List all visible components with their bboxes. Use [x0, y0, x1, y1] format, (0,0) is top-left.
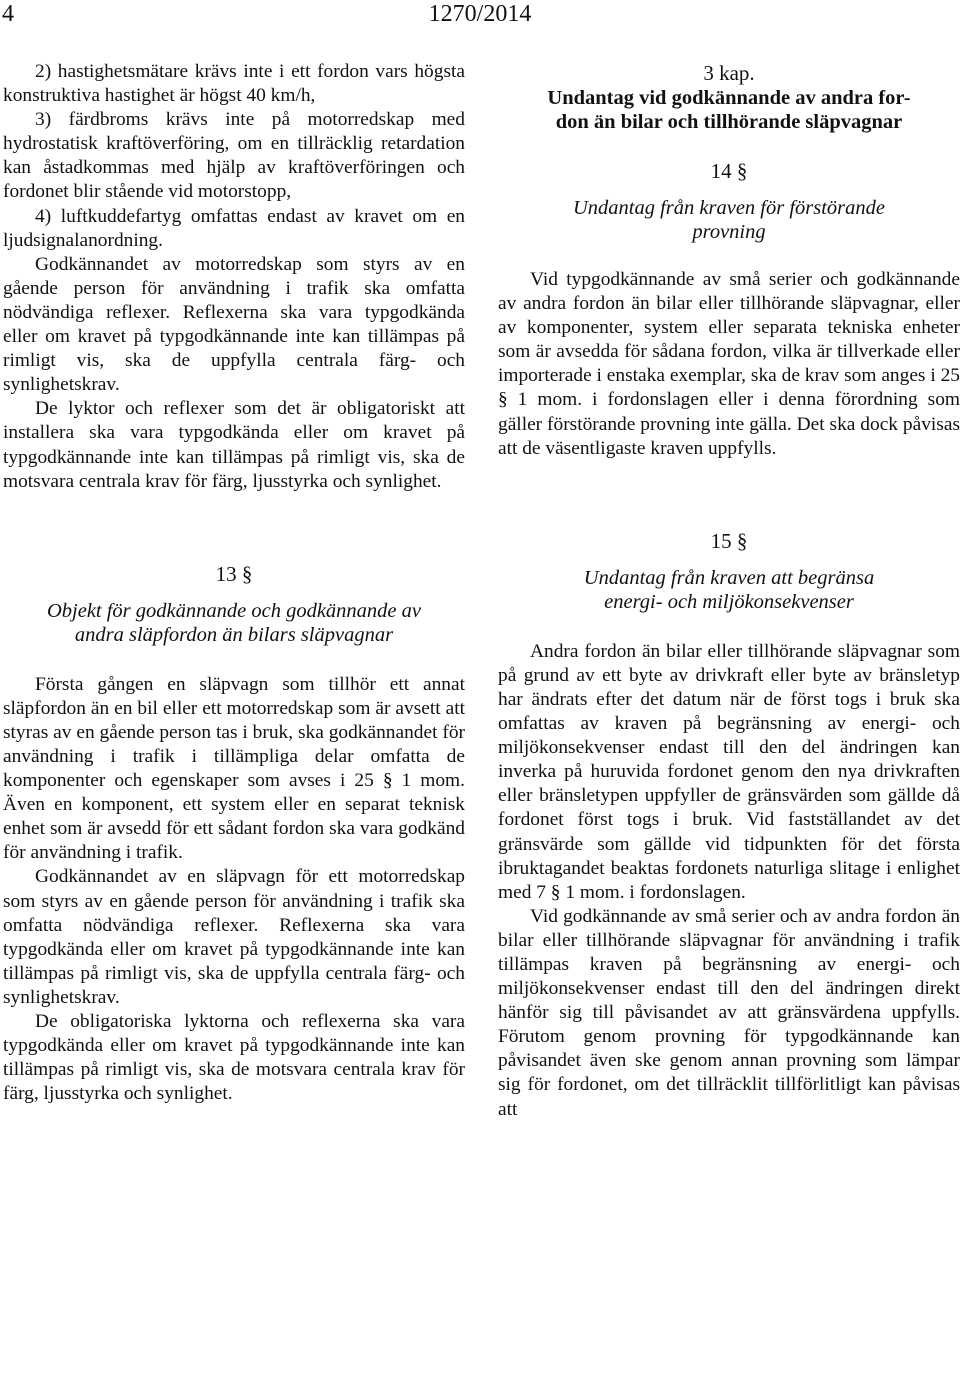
list-item-2: 2) hastighetsmätare krävs inte i ett fordon vars högsta konstruktiva hastighet är högst 40 km/h, [3, 61, 465, 107]
section-13-number: 13 § [215, 561, 253, 586]
section-15-paragraph-2: Vid godkännande av små serier och av andra fordon än bilar eller tillhörande släpvagnar för användning i trafik tillämpas kraven på begränsning av energi- och miljökonsekvenser endast till den del ändringen direkt hänför sig till påvisandet av att gränsvärdena uppfylls. Förutom genom provning för typgodkännande kan påvisandet även ske genom annan provning som lämpar sig för fordonet, om det tillräcklit tillförlitligt kan påvisas att [498, 905, 960, 1120]
section-15-paragraph-1: Andra fordon än bilar eller tillhörande släpvagnar som på grund av ett byte av drivkraft eller byte av bränsletyp har ändrats efter det datum när de först togs i bruk ska omfattas av kraven på begränsning av energi- och miljökonsekvenser endast till den del ändringen kan inverka på huruvida fordonet genom den nya drivkraften eller bränsletypen uppfyller de gränsvärden som gällde då fordonet först togs i bruk. Vid fastställandet av det gränsvärde som gällde vid tidpunkten för det första ibruktagandet beaktas fordonets naturliga slitage i enlighet med 7 § 1 mom. i fordonslagen. [498, 640, 960, 903]
left-column [3, 60, 465, 1106]
paragraph-lights-reflexes: De lyktor och reflexer som det är obligatoriskt att installera ska vara typgodkända eller om kravet på typgodkännande inte kan tillämpas på rimligt vis, ska de motsvara centrala krav för färg, ljusstyrka och synlighet. [3, 398, 465, 492]
page-number: 4 [2, 1, 14, 27]
section-14-number: 14 § [710, 159, 748, 183]
right-column [498, 60, 960, 1122]
section-14-paragraph-1: Vid typgodkännande av små serier och godkännande av andra fordon än bilar eller tillhörande släpvagnar, eller av komponenter, system eller separata tekniska enheter som är avsedda för sådana fordon, vilka är tillverkade eller importerade i enstaka exemplar, ska de krav som anges i 25 § 1 mom. i fordonslagen eller i denna förordning som gäller förstörande provning inte gälla. Det ska dock påvisas att de väsentligaste kraven uppfylls. [498, 269, 960, 459]
paragraph-reflexes-motor-implement: Godkännandet av motorredskap som styrs av en gående person för användning i trafik ska omfatta nödvändiga reflexer. Reflexerna ska vara typgodkända eller om kravet på typgodkännande inte kan tillämpas på rimligt vis, ska de uppfylla centrala färg- och synlighetskrav. [3, 253, 465, 396]
list-item-4: 4) luftkuddefartyg omfattas endast av kravet om en ljudsignalanordning. [3, 205, 465, 251]
section-14-heading-line-2: provning [692, 221, 766, 243]
section-13-heading-line-2: andra släpfordon än bilars släpvagnar [74, 623, 394, 646]
law-number: 1270/2014 [428, 1, 532, 27]
section-13-paragraph-3: De obligatoriska lyktorna och reflexerna ska vara typgodkända eller om kravet på typgodkännande inte kan tillämpas på rimligt vis, ska de motsvara centrala krav för färg, ljusstyrka och synlighet. [3, 1011, 465, 1105]
section-15-heading-line-2: energi- och miljökonsekvenser [604, 590, 854, 613]
section-13-paragraph-1: Första gången en släpvagn som tillhör ett annat släpfordon än en bil eller ett motorredskap som är avsett att styras av en gående person tas i bruk, ska godkännandet för användning i trafik i tillämpliga delar omfatta de komponenter och egenskaper som avses i 25 § 1 mom. Även en komponent, ett system eller en separat teknisk enhet som är avsedd för ett sådant fordon ska vara godkänd för användning i trafik. [3, 673, 465, 864]
section-13-heading-line-1: Objekt för godkännande och godkännande av [46, 599, 422, 622]
section-13-paragraph-2: Godkännandet av en släpvagn för ett motorredskap som styrs av en gående person för användning i trafik ska omfatta nödvändiga reflexer. Reflexerna ska vara typgodkända eller om kravet på typgodkännande inte kan tillämpas på rimligt vis, ska de uppfylla centrala färg- och synlighetskrav. [3, 866, 465, 1008]
list-item-3: 3) färdbroms krävs inte på motorredskap med hydrostatisk kraftöverföring, om en tillräcklig retardation kan åstadkommas med hjälp av kraftöverföringen och fordonet blir stående vid motorstopp, [3, 109, 465, 203]
section-15-number: 15 § [710, 528, 748, 553]
section-14-heading-line-1: Undantag från kraven för förstörande [572, 197, 886, 219]
chapter-label: 3 kap. [703, 61, 755, 85]
chapter-title-line-1: Undantag vid godkännande av andra for- [547, 87, 911, 109]
page-header [0, 0, 960, 30]
section-15-heading-line-1: Undantag från kraven att begränsa [583, 566, 875, 589]
chapter-title-line-2: don än bilar och tillhörande släpvagnar [555, 111, 903, 133]
